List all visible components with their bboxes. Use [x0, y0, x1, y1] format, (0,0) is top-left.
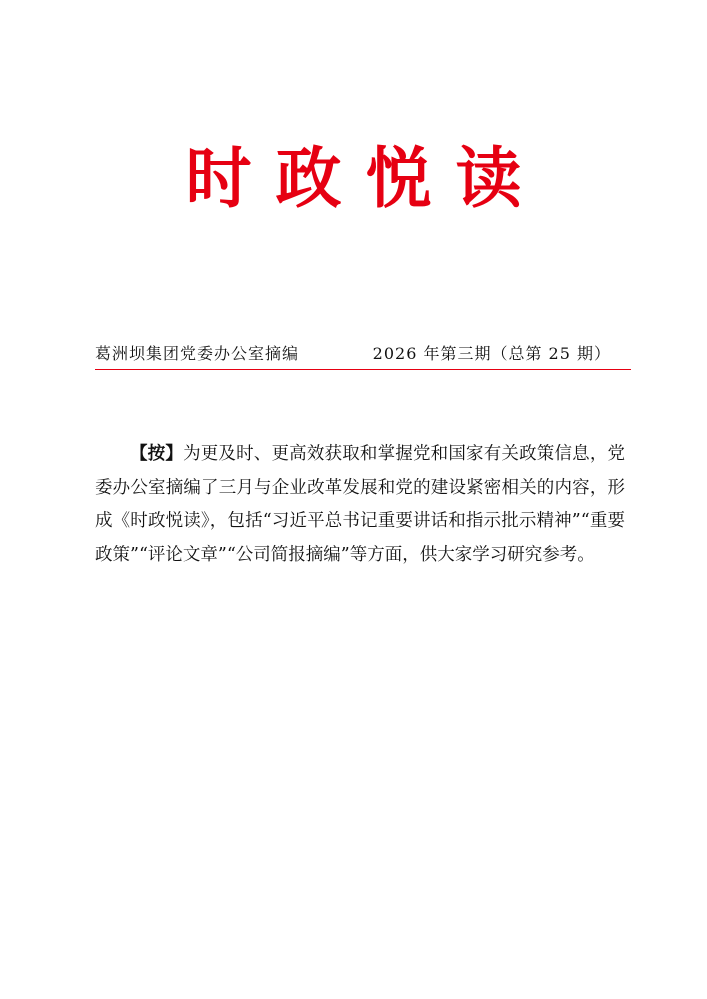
- masthead-title: 时政悦读: [185, 139, 546, 217]
- issue-line: [95, 341, 631, 367]
- preface-paragraph: [95, 438, 625, 572]
- issue-number: 2026 年第三期（总第 25 期）: [372, 344, 611, 363]
- red-divider: [95, 369, 631, 370]
- preface-text: 为更及时、更高效获取和掌握党和国家有关政策信息，党委办公室摘编了三月与企业改革发展和党的建设紧密相关的内容，形成《时政悦读》，包括“习近平总书记重要讲话和指示批示精神”“重要政策”“评论文章”“公司简报摘编”等方面，供大家学习研究参考。: [95, 444, 626, 565]
- editor-label: 葛洲坝集团党委办公室摘编: [95, 344, 300, 363]
- preface-tag: 【按】: [130, 444, 184, 464]
